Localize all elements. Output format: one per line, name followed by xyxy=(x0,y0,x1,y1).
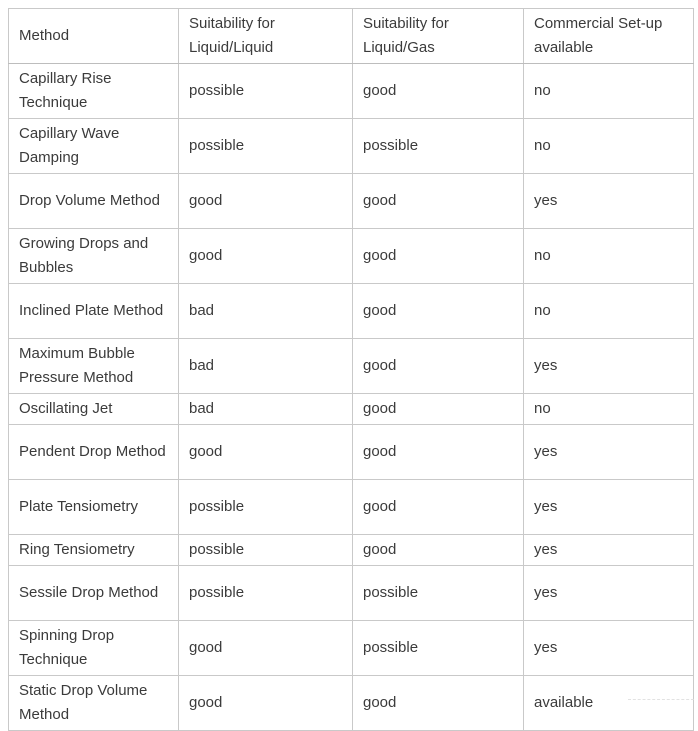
value-cell: possible xyxy=(179,119,353,174)
value-cell: yes xyxy=(524,566,694,621)
value-cell: good xyxy=(353,64,524,119)
table-row xyxy=(9,676,694,731)
value-cell: good xyxy=(353,174,524,229)
table-row xyxy=(9,394,694,425)
value-cell: good xyxy=(353,535,524,566)
column-header: Suitability for Liquid/Gas xyxy=(353,9,524,64)
value-cell: yes xyxy=(524,480,694,535)
value-cell: good xyxy=(353,480,524,535)
value-cell: good xyxy=(353,676,524,731)
value-cell: yes xyxy=(524,621,694,676)
column-header: Method xyxy=(9,9,179,64)
value-cell: possible xyxy=(179,64,353,119)
method-cell: Oscillating Jet xyxy=(9,394,179,425)
value-cell: no xyxy=(524,64,694,119)
value-cell: no xyxy=(524,394,694,425)
header-row xyxy=(9,9,694,64)
method-cell: Growing Drops and Bubbles xyxy=(9,229,179,284)
faint-watermark xyxy=(628,699,694,710)
value-cell: good xyxy=(179,425,353,480)
column-header: Suitability for Liquid/Liquid xyxy=(179,9,353,64)
value-cell: bad xyxy=(179,394,353,425)
value-cell: no xyxy=(524,229,694,284)
method-cell: Maximum Bubble Pressure Method xyxy=(9,339,179,394)
value-cell: good xyxy=(179,174,353,229)
value-cell: good xyxy=(179,621,353,676)
value-cell: bad xyxy=(179,284,353,339)
table-row xyxy=(9,64,694,119)
value-cell: good xyxy=(179,676,353,731)
method-cell: Plate Tensiometry xyxy=(9,480,179,535)
table-row xyxy=(9,229,694,284)
value-cell: yes xyxy=(524,174,694,229)
value-cell: possible xyxy=(353,119,524,174)
value-cell: possible xyxy=(353,566,524,621)
method-cell: Inclined Plate Method xyxy=(9,284,179,339)
table-row xyxy=(9,284,694,339)
value-cell: yes xyxy=(524,425,694,480)
value-cell: good xyxy=(179,229,353,284)
value-cell: good xyxy=(353,284,524,339)
value-cell: no xyxy=(524,119,694,174)
value-cell: possible xyxy=(179,566,353,621)
table-row xyxy=(9,339,694,394)
value-cell: no xyxy=(524,284,694,339)
method-cell: Capillary Wave Damping xyxy=(9,119,179,174)
method-cell: Spinning Drop Technique xyxy=(9,621,179,676)
value-cell: good xyxy=(353,229,524,284)
methods-table xyxy=(8,8,694,731)
method-cell: Static Drop Volume Method xyxy=(9,676,179,731)
value-cell: good xyxy=(353,339,524,394)
method-cell: Pendent Drop Method xyxy=(9,425,179,480)
value-cell: available xyxy=(524,676,694,731)
value-cell: bad xyxy=(179,339,353,394)
value-cell: possible xyxy=(353,621,524,676)
value-cell: yes xyxy=(524,535,694,566)
column-header: Commercial Set-up available xyxy=(524,9,694,64)
method-cell: Ring Tensiometry xyxy=(9,535,179,566)
table-header xyxy=(9,9,694,64)
value-cell: possible xyxy=(179,480,353,535)
value-cell: possible xyxy=(179,535,353,566)
method-cell: Capillary Rise Technique xyxy=(9,64,179,119)
table-body xyxy=(9,64,694,731)
table-row xyxy=(9,535,694,566)
value-cell: good xyxy=(353,425,524,480)
table-row xyxy=(9,174,694,229)
table-row xyxy=(9,119,694,174)
table-row xyxy=(9,621,694,676)
method-cell: Drop Volume Method xyxy=(9,174,179,229)
table-row xyxy=(9,480,694,535)
method-cell: Sessile Drop Method xyxy=(9,566,179,621)
value-cell: good xyxy=(353,394,524,425)
table-row xyxy=(9,425,694,480)
table-row xyxy=(9,566,694,621)
value-cell: yes xyxy=(524,339,694,394)
